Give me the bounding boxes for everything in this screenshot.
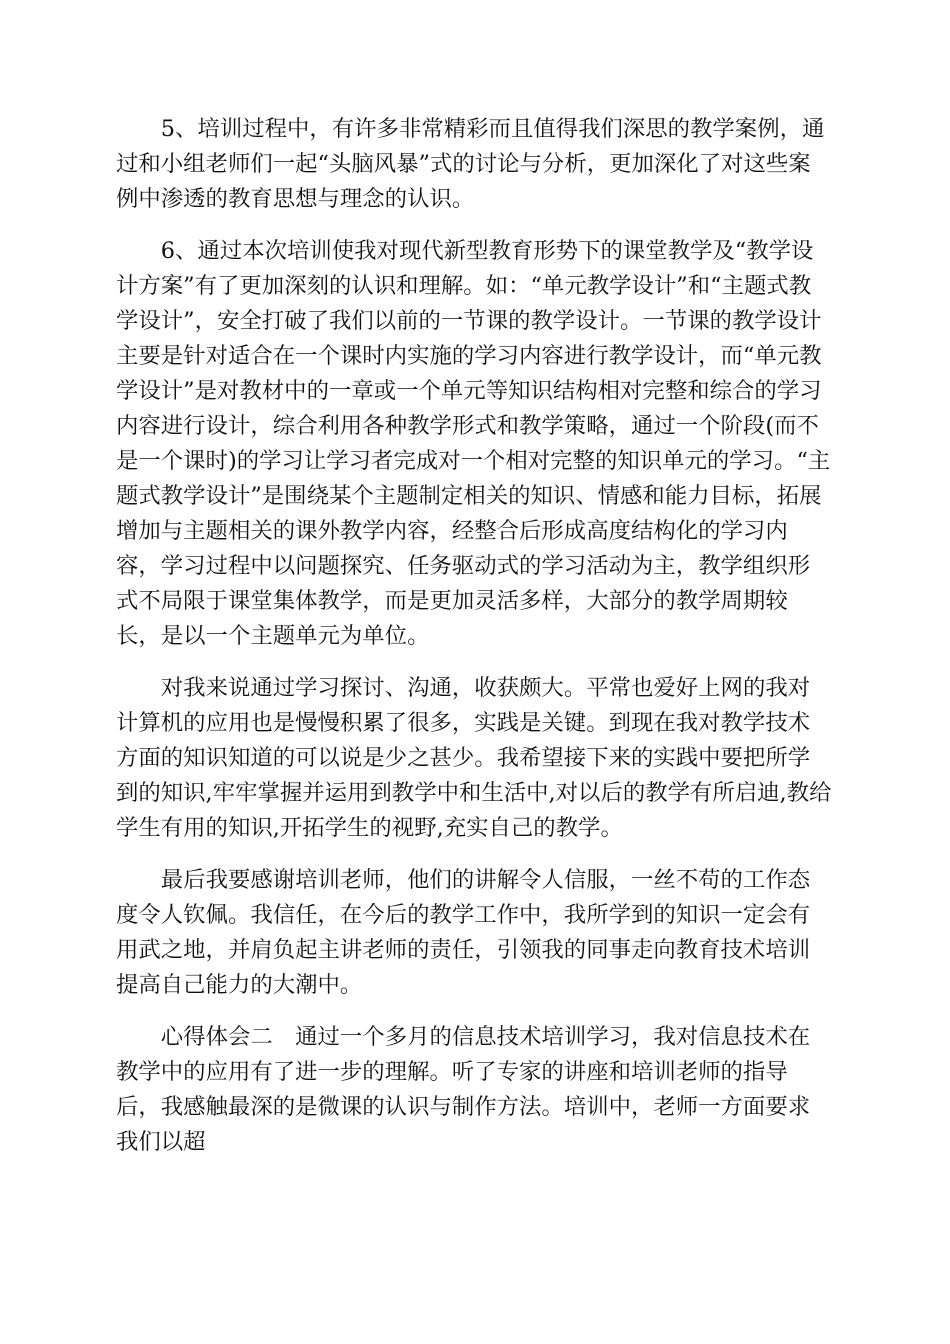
paragraph-item-6: 6、通过本次培训使我对现代新型教育形势下的课堂教学及“教学设计方案”有了更加深刻的认识和理解。如：“单元教学设计”和“主题式教学设计”，安全打破了我们以前的一节课的教学设计。一节课的教学设计主要是针对适合在一个课时内实施的学习内容进行教学设计，而“单元教学设计”是对教材中的一章或一个单元等知识结构相对完整和综合的学习内容进行设计，综合利用各种教学形式和教学策略，通过一个阶段(而不是一个课时)的学习让学习者完成对一个相对完整的知识单元的学习。“主题式教学设计”是围绕某个主题制定相关的知识、情感和能力目标，拓展增加与主题相关的课外教学内容，经整合后形成高度结构化的学习内容，学习过程中以问题探究、任务驱动式的学习活动为主，教学组织形式不局限于课堂集体教学，而是更加灵活多样，大部分的教学周期较长，是以一个主题单元为单位。 <box>116 238 831 649</box>
paragraph-experience-two: 心得体会二 通过一个多月的信息技术培训学习，我对信息技术在教学中的应用有了进一步的理解。听了专家的讲座和培训老师的指导后，我感触最深的是微课的认识与制作方法。培训中，老师一方面要求我们以超 <box>116 1024 811 1155</box>
document-body <box>116 112 832 1160</box>
paragraph-reflection: 对我来说通过学习探讨、沟通，收获颇大。平常也爱好上网的我对计算机的应用也是慢慢积累了很多，实践是关键。到现在我对教学技术方面的知识知道的可以说是少之甚少。我希望接下来的实践中要把所学到的知识,牢牢掌握并运用到教学中和生活中,对以后的教学有所启迪,教给学生有用的知识,开拓学生的视野,充实自己的教学。 <box>116 675 832 841</box>
paragraph-item-5: 5、培训过程中，有许多非常精彩而且值得我们深思的教学案例，通过和小组老师们一起“头脑风暴”式的讨论与分析，更加深化了对这些案例中渗透的教育思想与理念的认识。 <box>116 116 825 212</box>
paragraph-thanks: 最后我要感谢培训老师，他们的讲解令人信服，一丝不苟的工作态度令人钦佩。我信任，在今后的教学工作中，我所学到的知识一定会有用武之地，并肩负起主讲老师的责任，引领我的同事走向教育技术培训提高自己能力的大潮中。 <box>116 867 811 998</box>
